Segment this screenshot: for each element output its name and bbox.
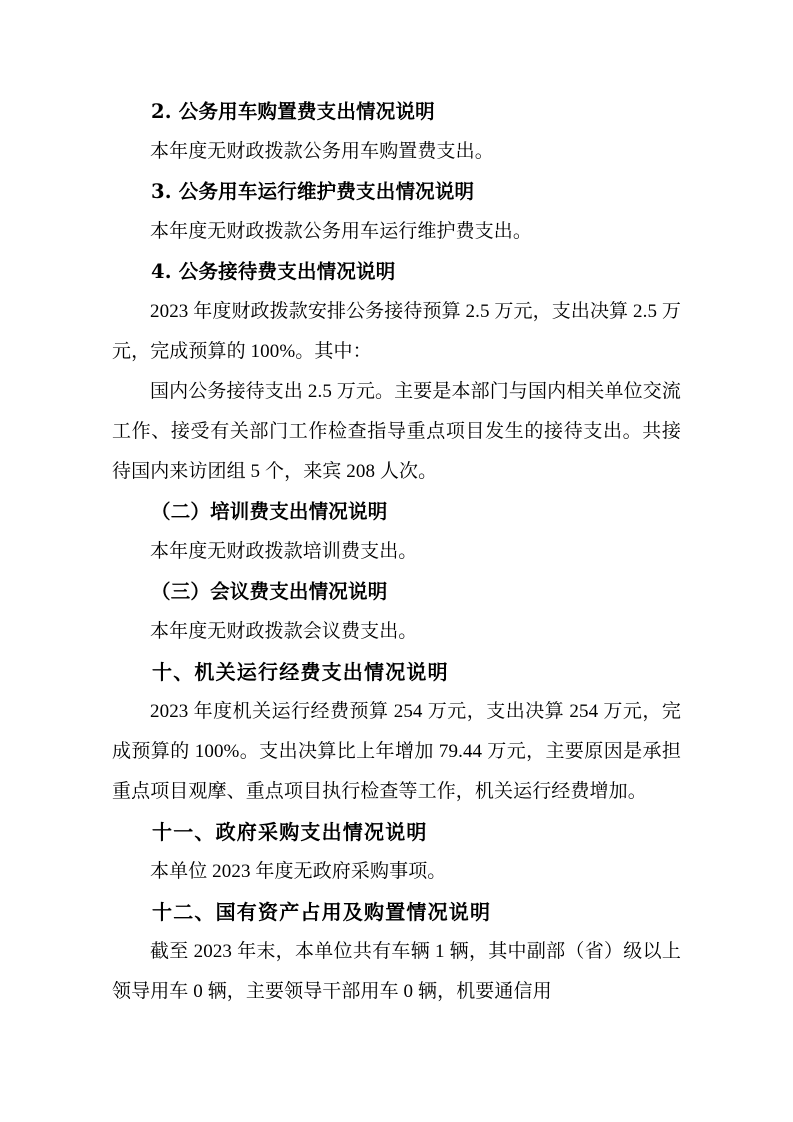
section-heading: （三）会议费支出情况说明: [151, 580, 388, 603]
section-heading: 2. 公务用车购置费支出情况说明: [151, 100, 435, 123]
section-heading: 十二、国有资产占用及购置情况说明: [152, 900, 492, 924]
section-heading: 3. 公务用车运行维护费支出情况说明: [151, 180, 475, 203]
document-body: [112, 92, 681, 1012]
body-paragraph: 本年度无财政拨款公务用车购置费支出。: [150, 141, 494, 162]
body-paragraph: 本单位 2023 年度无政府采购事项。: [150, 861, 447, 882]
section-heading: 十一、政府采购支出情况说明: [152, 820, 428, 844]
body-paragraph: 本年度无财政拨款会议费支出。: [150, 621, 418, 642]
body-paragraph: 国内公务接待支出 2.5 万元。主要是本部门与国内相关单位交流工作、接受有关部门工作检查指导重点项目发生的接待支出。共接待国内来访团组 5 个，来宾 208 人次。: [112, 381, 681, 482]
section-heading: 4. 公务接待费支出情况说明: [151, 260, 396, 283]
body-paragraph: 本年度无财政拨款公务用车运行维护费支出。: [150, 221, 533, 242]
body-paragraph: 本年度无财政拨款培训费支出。: [150, 541, 418, 562]
section-heading: （二）培训费支出情况说明: [151, 500, 388, 523]
body-paragraph: 截至 2023 年末，本单位共有车辆 1 辆，其中副部（省）级以上领导用车 0 辆，主要领导干部用车 0 辆，机要通信用: [112, 941, 681, 1002]
body-paragraph: 2023 年度机关运行经费预算 254 万元，支出决算 254 万元，完成预算的 100%。支出决算比上年增加 79.44 万元，主要原因是承担重点项目观摩、重点项目执行检查等工作，机关运行经费增加。: [112, 701, 681, 802]
section-heading: 十、机关运行经费支出情况说明: [152, 660, 449, 684]
body-paragraph: 2023 年度财政拨款安排公务接待预算 2.5 万元，支出决算 2.5 万元，完成预算的 100%。其中：: [112, 301, 681, 362]
